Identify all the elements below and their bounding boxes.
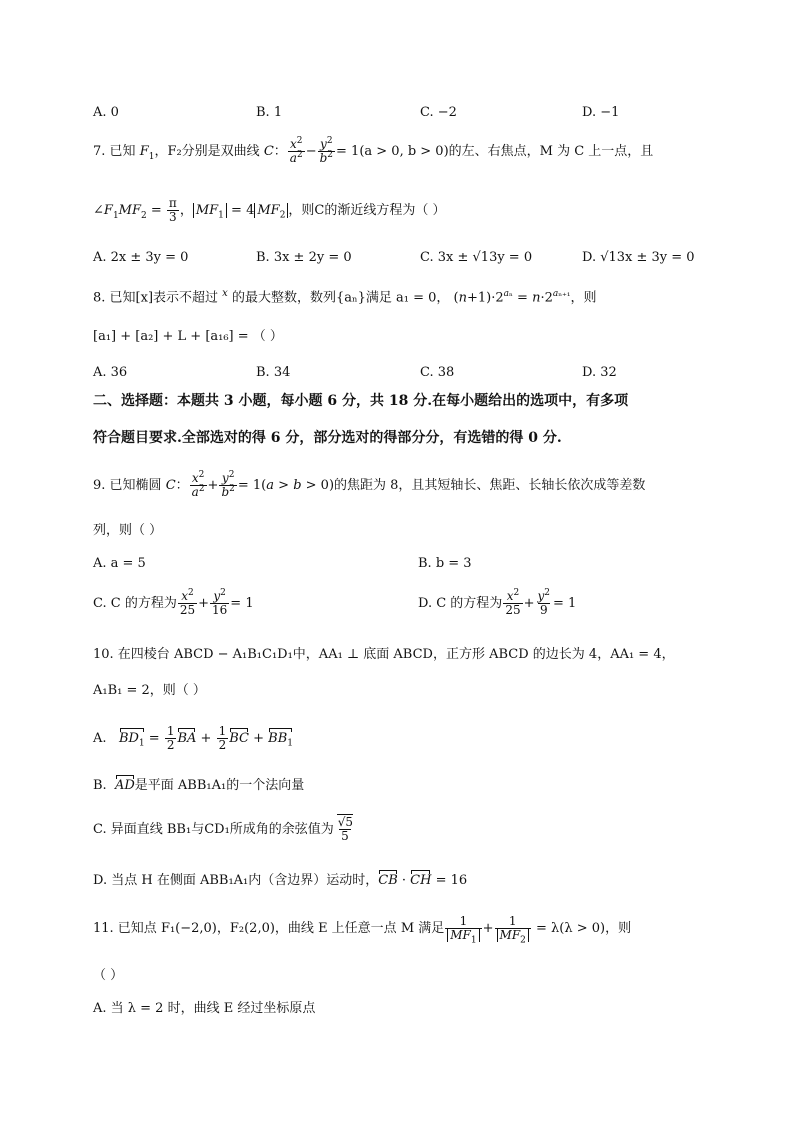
section2-heading-line1: 二、选择题：本题共 3 小题，每小题 6 分，共 18 分.在每小题给出的选项中，有多项 xyxy=(93,393,629,409)
q8-option-a: A. 36 xyxy=(93,365,128,380)
q10-option-c-text: C. 异面直线 BB₁与CD₁所成角的余弦值为 xyxy=(93,822,334,838)
q7-option-c: C. 3x ± √13y = 0 xyxy=(420,250,533,265)
q7-condition: (a > 0, b > 0)的左、右焦点，M 为 C 上一点，且 xyxy=(359,144,654,160)
q9-option-a: A. a = 5 xyxy=(93,556,146,571)
q10-option-c: C. 异面直线 BB₁与CD₁所成角的余弦值为 $\frac{√5}{5}$ xyxy=(93,815,354,843)
q11-line1-text: 11. 已知点 F₁(−2,0)，F₂(2,0)，曲线 E 上任意一点 M 满足 xyxy=(93,921,445,937)
q6-option-c: C. −2 xyxy=(420,105,457,120)
q9-option-c: C. C 的方程为 $\frac{x^2}{25}$ + $\frac{y^2}{16}$ = 1 xyxy=(93,588,254,617)
q10-option-b-prefix: B. xyxy=(93,778,107,793)
q8-line1-b: 的最大整数，数列{aₙ}满足 a₁ = 0， xyxy=(231,290,450,306)
q8-option-d: D. 32 xyxy=(582,365,617,380)
q9-option-d: D. C 的方程为 $\frac{x^2}{25}$ + $\frac{y^2}{9}$ = 1 xyxy=(418,588,577,617)
q7-prefix: 7. 已知 xyxy=(93,144,136,160)
q10-option-d-tail: = 16 xyxy=(431,873,468,888)
q8-option-b: B. 34 xyxy=(256,365,291,380)
q7-given: ，F₂分别是双曲线 xyxy=(154,144,260,160)
q10-option-a: A. $BD_1$ = $\frac{1}{2}$ BA + $\frac{1}{2}$ BC + $BB_1$ xyxy=(93,724,293,752)
q11-option-a: A. 当 λ = 2 时，曲线 E 经过坐标原点 xyxy=(93,1001,316,1016)
q11-stem-line2: （ ） xyxy=(93,968,124,983)
q7-option-b: B. 3x ± 2y = 0 xyxy=(256,250,352,265)
section2-heading-line2: 符合题目要求.全部选对的得 6 分，部分选对的得部分分，有选错的得 0 分. xyxy=(93,430,562,446)
q8-line1-c: ，则 xyxy=(570,290,597,306)
q10-stem-line2: A₁B₁ = 2，则（ ） xyxy=(93,683,206,698)
q6-option-a: A. 0 xyxy=(93,105,119,120)
q6-option-d: D. −1 xyxy=(582,105,620,120)
q8-stem-line2: [a₁] + [a₂] + L + [a₁₆] = （ ） xyxy=(93,329,283,344)
q7-line2-tail: ，则C的渐近线方程为（ ） xyxy=(288,203,446,219)
q10-option-b-tail: 是平面 ABB₁A₁的一个法向量 xyxy=(134,778,305,793)
q9-stem-line2: 列，则（ ） xyxy=(93,523,163,538)
q11-stem-line1: 11. 已知点 F₁(−2,0)，F₂(2,0)，曲线 E 上任意一点 M 满足 $\frac{1}{MF_1}$ + $\frac{1}{MF_2}$ = λ(λ > 0)，则 xyxy=(93,914,632,945)
q10-stem-line1: 10. 在四棱台 ABCD − A₁B₁C₁D₁中，AA₁ ⊥ 底面 ABCD，正方形 ABCD 的边长为 4，AA₁ = 4， xyxy=(93,647,675,662)
q11-line1-tail: = λ(λ > 0)，则 xyxy=(531,921,632,937)
q6-option-b: B. 1 xyxy=(256,105,283,120)
q10-option-d: D. 当点 H 在侧面 ABB₁A₁内（含边界）运动时，CB · CH = 16 xyxy=(93,873,468,888)
q8-line1-a: 8. 已知[x]表示不超过 xyxy=(93,290,219,306)
q10-option-a-prefix: A. xyxy=(93,731,107,747)
q8-option-c: C. 38 xyxy=(420,365,455,380)
q9-option-c-prefix: C. C 的方程为 xyxy=(93,596,177,612)
q9-option-d-prefix: D. C 的方程为 xyxy=(418,596,503,612)
q8-stem-line1: 8. 已知[x]表示不超过 $^x$ 的最大整数，数列{aₙ}满足 a₁ = 0， $(n+1)\cdot 2^{a_n} = n\cdot 2^{a_{n+1}}$，则 xyxy=(93,288,597,306)
q9-tail: 的焦距为 8，且其短轴长、焦距、长轴长依次成等差数 xyxy=(334,478,646,494)
q7-option-d: D. √13x ± 3y = 0 xyxy=(582,250,695,265)
q7-option-a: A. 2x ± 3y = 0 xyxy=(93,250,189,265)
q7-stem-line1: 7. 已知 $F_1$，F₂分别是双曲线 C： $\frac{x^2}{a^2}$ − $\frac{y^2}{b^2}$ = 1(a > 0, b > 0)的左、右焦点，M 为 C 上一点，且 xyxy=(93,136,654,165)
q9-option-b: B. b = 3 xyxy=(418,556,472,571)
q9-stem-line1: 9. 已知椭圆 C： $\frac{x^2}{a^2}$ + $\frac{y^2}{b^2}$ = 1(a > b > 0)的焦距为 8，且其短轴长、焦距、长轴长依次成等差数 xyxy=(93,470,646,499)
q10-option-b: B. AD是平面 ABB₁A₁的一个法向量 xyxy=(93,778,305,793)
q10-option-d-text: D. 当点 H 在侧面 ABB₁A₁内（含边界）运动时， xyxy=(93,873,379,888)
q9-prefix: 9. 已知椭圆 xyxy=(93,478,162,494)
q7-stem-line2: $\angle F_1MF_2$ = $\frac{\pi}{3}$ ， $MF_1 = 4$ $MF_2$ ，则C的渐近线方程为（ ） xyxy=(93,196,446,224)
